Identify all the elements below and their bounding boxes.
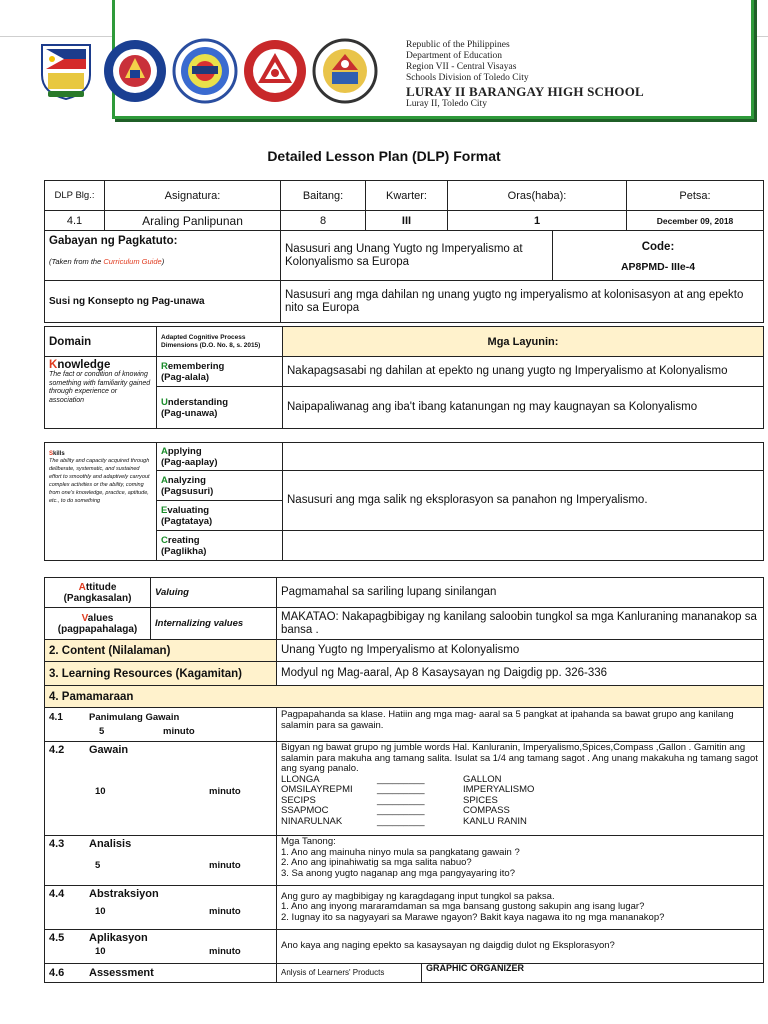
analyzing-objective: Nasusuri ang mga salik ng eksplorasyon sa panahon ng Imperyalismo. [283,471,764,531]
gawain-cell [277,742,764,836]
resources-label: 3. Learning Resources (Kagamitan) [45,662,277,686]
analyzing-cell [157,471,283,501]
step-title [49,744,272,756]
step-duration [49,946,272,957]
applying-sub: (Pag-aaplay) [161,456,218,468]
creating-objective [283,531,764,561]
region-text: Region VII - Central Visayas [406,62,517,72]
evaluating-rest: valuating [167,504,210,516]
step-row [45,964,764,983]
step-label-cell [45,836,277,886]
creating-rest: reating [167,534,200,546]
answer-word: COMPASS [463,805,510,816]
step-title [49,932,272,944]
minuto-label: minuto [209,946,241,957]
minuto-label: minuto [209,906,241,917]
dimensions-header: Adapted Cognitive Process Dimensions (D.O. No. 8, s. 2015) [157,327,283,357]
answer-blank: _________ [377,794,425,806]
internalizing-label: Internalizing values [151,608,277,640]
step-number: 4.1 [49,712,63,723]
department-text: Department of Education [406,51,503,61]
jumbled-word: OMSILAYREPMI [281,784,353,795]
analyzing-initial: A [161,474,168,486]
quarter-header: Kwarter: [366,181,448,211]
step-number: 4.3 [49,838,65,850]
answer-blank: _________ [377,773,425,785]
step-label-cell [45,886,277,930]
values-sub: (pagpapahalaga) [57,623,138,635]
jumble-row [281,817,759,828]
values-cell [45,608,151,640]
dlp-number: 4.1 [45,211,105,231]
step-name: Analisis [89,838,132,850]
values-initial: V [81,612,88,624]
content-label: 2. Content (Nilalaman) [45,640,277,662]
department-of-education-triangle-seal-icon [242,38,308,104]
kagawaran-ng-edukasyon-seal-icon [102,38,168,104]
date-header: Petsa: [627,181,764,211]
skills-initial: S [49,451,54,457]
answer-word: KANLU RANIN [463,815,527,827]
question-line: 2. Ano ang ipinahiwatig sa mga salita nabuo? [281,857,472,868]
assessment-cell [277,964,764,983]
step-minutes: 10 [95,946,106,957]
knowledge-rest: nowledge [57,359,111,371]
knowledge-cell [45,357,157,429]
applying-initial: A [161,445,168,457]
applying-rest: pplying [167,445,202,457]
grade-value: 8 [281,211,366,231]
question-line: Mga Tanong: [281,836,336,847]
step-row [45,708,764,742]
jumbled-word: NINARULNAK [281,815,343,827]
values-rest: alues [87,612,114,624]
region-vii-seal-icon [172,38,238,104]
answer-blank: _________ [377,815,425,827]
answer-word: SPICES [463,794,498,806]
step-title [49,967,272,979]
step-minutes: 10 [95,906,106,917]
subject-header: Asignatura: [105,181,281,211]
skills-table [44,442,764,561]
step-label-cell [45,708,277,742]
remembering-rest: emembering [167,360,225,372]
step-label-cell [45,930,277,964]
jumbled-word: SECIPS [281,794,316,806]
applying-label [161,446,278,457]
question-line: 3. Sa anong yugto naganap ang mga pangyayaring ito? [281,867,515,879]
objectives-header: Mga Layunin: [283,327,764,357]
learning-guide-cell [45,231,281,281]
step-description: Pagpapahanda sa klase. Hatiin ang mga mag- aaral sa 5 pangkat at ipahanda sa bawat grupo ang kanilang salamin para sa gawain. [277,708,764,742]
remembering-label [161,361,278,372]
remembering-initial: R [161,360,168,372]
guide-note-prefix: (Taken from the [49,257,104,266]
creating-initial: C [161,534,168,546]
answer-word: GALLON [463,773,502,785]
evaluating-label [161,505,278,516]
remembering-objective: Nakapagsasabi ng dahilan at epekto ng unang yugto ng Imperyalismo at Kolonyalismo [283,357,764,387]
step-number: 4.2 [49,744,65,756]
step-title [49,712,272,723]
date-value: December 09, 2018 [627,211,764,231]
school-address: Luray II, Toledo City [406,99,487,109]
document-title: Detailed Lesson Plan (DLP) Format [267,148,501,164]
step-number: 4.4 [49,888,65,900]
code-value: AP8PMD- IIIe-4 [620,261,696,273]
understanding-label [161,397,278,408]
abstraction-line: 2. Iugnay ito sa nagyayari sa Marawe ngayon? Bakit kaya nagawa ito ng mga mananakop? [281,911,665,923]
step-row [45,886,764,930]
domain-header: Domain [45,327,157,357]
applying-objective [283,443,764,471]
school-info [406,40,644,110]
step-duration [49,906,272,917]
jumble-row [281,785,759,796]
analyzing-label [161,475,278,486]
minuto-label: minuto [209,786,241,797]
assessment-row [277,964,763,982]
step-description: Ano kaya ang naging epekto sa kasaysayan ng daigdig dulot ng Eksplorasyon? [277,930,764,964]
step-title [49,888,272,900]
grade-header: Baitang: [281,181,366,211]
step-duration [49,786,272,797]
applying-cell [157,443,283,471]
creating-cell [157,531,283,561]
step-label-cell [45,964,277,983]
remembering-cell [157,357,283,387]
valuing-label: Valuing [151,578,277,608]
knowledge-table [44,326,764,429]
step-label-cell [45,742,277,836]
analisis-cell [277,836,764,886]
minuto-label: minuto [163,726,195,737]
skills-description: The ability and capacity acquired through deliberate, systematic, and sustained effort to smoothly and adaptively carryout complex activities or the ability, coming from one's knowledge, practice, aptitude, etc., to do something [49,458,150,504]
resources-value: Modyul ng Mag-aaral, Ap 8 Kasaysayan ng Daigdig pp. 326-336 [277,662,764,686]
jumble-words-list [281,775,759,828]
quarter-value: III [366,211,448,231]
abstraksiyon-cell [277,886,764,930]
code-cell [553,231,764,281]
analyzing-rest: nalyzing [167,474,206,486]
division-text: Schools Division of Toledo City [406,73,529,83]
step-duration [49,860,272,871]
attitude-label [49,582,146,593]
procedure-table [44,577,764,983]
step-name: Gawain [89,744,129,756]
step-row [45,836,764,886]
abstraction-line: Ang guro ay magbibigay ng karagdagang input tungkol sa paksa. [281,890,555,902]
step-number: 4.6 [49,967,65,979]
attitude-cell [45,578,151,608]
step-row [45,930,764,964]
remembering-sub: (Pag-alala) [161,371,210,383]
step-minutes: 5 [99,726,105,737]
learning-guide-label: Gabayan ng Pagkatuto: [49,235,178,247]
answer-blank: _________ [377,805,425,816]
minuto-label: minuto [209,860,241,871]
step-duration [49,726,272,737]
step-description: Bigyan ng bawat grupo ng jumble words Hal. Kanluranin, Imperyalismo,Spices,Compass ,Gallon . Gamitin ang salamin para makuha ang tamang salita. Isulat sa 1/4 ang tamang sagot . Ang unang makakuha ng tamang sagot ang syang panalo. [281,742,758,774]
understanding-initial: U [161,396,168,408]
school-name: LURAY II BARANGAY HIGH SCHOOL [406,84,644,99]
jumble-row [281,796,759,807]
guide-note-suffix: ) [161,257,165,266]
knowledge-description: The fact or condition of knowing something with familiarity gained through experience or association [49,371,151,404]
answer-blank: _________ [377,784,425,795]
code-label: Code: [641,241,675,253]
step-name: Aplikasyon [89,932,148,944]
abstraction-line: 1. Ano ang inyong mararamdaman sa mga bansang gustong sakupin ang isang lugar? [281,901,645,913]
step-row [45,742,764,836]
answer-word: IMPERYALISMO [463,784,535,795]
jumbled-word: SSAPMOC [281,805,329,816]
attitude-rest: ttitude [85,581,117,593]
creating-sub: (Paglikha) [161,545,207,557]
duration-header: Oras(haba): [448,181,627,211]
step-number: 4.5 [49,932,65,944]
attitude-objective: Pagmamahal sa sariling lupang sinilangan [277,578,764,608]
subject-value: Araling Panlipunan [105,211,281,231]
understanding-cell [157,387,283,429]
analyzing-sub: (Pagsusuri) [161,485,214,497]
knowledge-initial: K [49,359,58,371]
step-minutes: 5 [95,860,101,871]
step-title [49,838,272,850]
skills-cell [45,443,157,561]
attitude-sub: (Pangkasalan) [63,592,132,604]
question-line: 1. Ano ang mainuha ninyo mula sa pangkatang gawain ? [281,846,520,858]
values-label [49,613,146,624]
attitude-initial: A [78,581,86,593]
evaluating-initial: E [161,504,168,516]
curriculum-guide-text: Curriculum Guide [103,257,162,266]
procedure-header: 4. Pamamaraan [45,686,764,708]
knowledge-label [49,359,152,371]
understanding-rest: nderstanding [167,396,229,408]
step-name: Assessment [89,967,154,979]
understanding-objective: Naipapaliwanag ang iba't ibang katanungan ng may kaugnayan sa Kolonyalismo [283,387,764,429]
jumbled-word: LLONGA [281,773,320,785]
learning-guide-note [49,257,276,266]
dlp-header: DLP Blg.: [45,181,105,211]
step-name: Panimulang Gawain [89,712,180,723]
step-name: Abstraksiyon [89,888,159,900]
content-value: Unang Yugto ng Imperyalismo at Kolonyalismo [277,640,764,662]
luray-ii-high-school-seal-icon [312,38,378,104]
values-objective: MAKATAO: Nakapagbibigay ng kanilang saloobin tungkol sa mga Kanluraning mananakop sa bansa . [277,608,764,640]
republic-text: Republic of the Philippines [406,40,510,50]
evaluating-cell [157,501,283,531]
logo-row [34,38,382,104]
deped-seal-icon [34,39,98,103]
graphic-organizer-label: GRAPHIC ORGANIZER [426,963,525,973]
analysis-label: Anlysis of Learners' Products [277,964,422,982]
skills-rest: kills [53,451,65,457]
evaluating-sub: (Pagtataya) [161,515,213,527]
key-concept-value: Nasusuri ang mga dahilan ng unang yugto ng imperyalismo at kolonisasyon at ang epekto nito sa Europa [281,281,764,323]
info-table [44,180,764,323]
step-minutes: 10 [95,786,106,797]
understanding-sub: (Pag-unawa) [161,407,218,419]
creating-label [161,535,278,546]
duration-value: 1 [448,211,627,231]
learning-guide-value: Nasusuri ang Unang Yugto ng Imperyalismo at Kolonyalismo sa Europa [281,231,553,281]
key-concept-label: Susi ng Konsepto ng Pag-unawa [45,281,281,323]
